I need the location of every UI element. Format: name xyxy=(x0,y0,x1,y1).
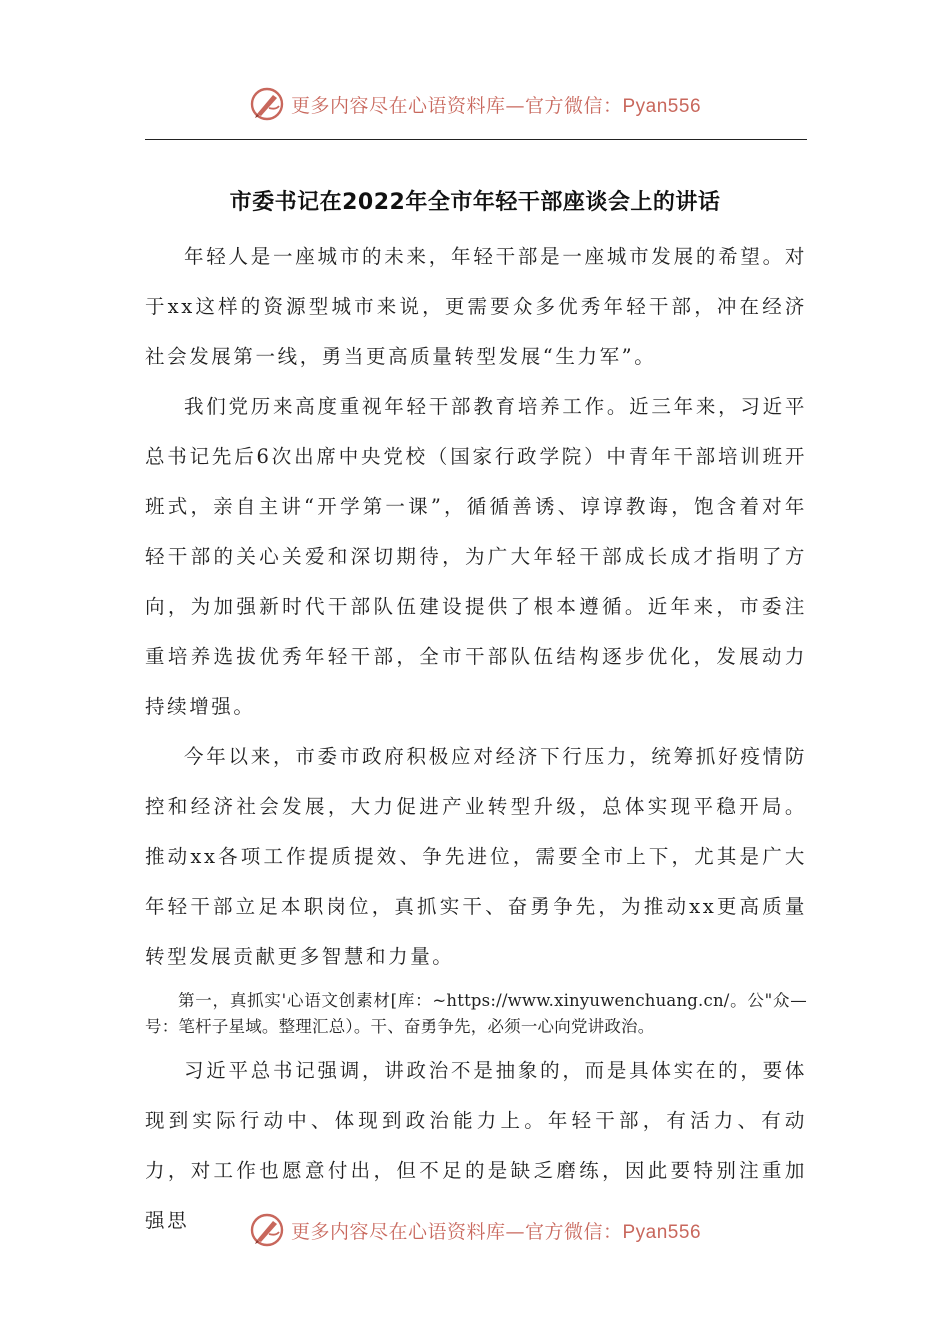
footer-banner-contact: Pyan556 xyxy=(622,1221,702,1243)
header-banner-contact: Pyan556 xyxy=(622,95,702,117)
pen-logo-icon xyxy=(249,86,285,122)
header-watermark-banner xyxy=(0,82,950,126)
header-banner-text xyxy=(291,91,701,118)
paragraph-first-point: 第一，真抓实'心语文创素材[库：~https://www.xinyuwenchuang.cn/。公"众—号：笔杆子星域。整理汇总）。干、奋勇争先，必须一心向党讲政治。 xyxy=(145,991,807,1036)
footer-banner-main: 更多内容尽在心语资料库—官方微信： xyxy=(290,1220,623,1243)
paragraph-this-year: 今年以来，市委市政府积极应对经济下行压力，统筹抓好疫情防控和经济社会发展，大力促进产业转型升级，总体实现平稳开局。推动xx各项工作提质提效、争先进位，需要全市上下，尤其是广大年轻干部立足本职岗位，真抓实干、奋勇争先，为推动xx更高质量转型发展贡献更多智慧和力量。 xyxy=(145,745,807,968)
header-divider xyxy=(145,139,807,140)
header-banner-main: 更多内容尽在心语资料库—官方微信： xyxy=(290,94,623,117)
document-title: 市委书记在2022年全市年轻干部座谈会上的讲话 xyxy=(229,189,721,215)
paragraph-politics: 习近平总书记强调，讲政治不是抽象的，而是具体实在的，要体现到实际行动中、体现到政治能力上。年轻干部，有活力、有动力，对工作也愿意付出，但不足的是缺乏磨练，因此要特别注重加强思 xyxy=(145,1059,807,1232)
document-body xyxy=(145,232,807,1246)
paragraph-intro: 年轻人是一座城市的未来，年轻干部是一座城市发展的希望。对于xx这样的资源型城市来说，更需要众多优秀年轻干部，冲在经济社会发展第一线，勇当更高质量转型发展“生力军”。 xyxy=(145,245,807,368)
footer-watermark-banner xyxy=(0,1208,950,1252)
footer-banner-text xyxy=(291,1217,701,1244)
paragraph-party-history: 我们党历来高度重视年轻干部教育培养工作。近三年来，习近平总书记先后6次出席中央党校（国家行政学院）中青年干部培训班开班式，亲自主讲“开学第一课”，循循善诱、谆谆教诲，饱含着对年轻干部的关心关爱和深切期待，为广大年轻干部成长成才指明了方向，为加强新时代干部队伍建设提供了根本遵循。近年来，市委注重培养选拔优秀年轻干部，全市干部队伍结构逐步优化，发展动力持续增强。 xyxy=(145,395,807,718)
pen-logo-icon xyxy=(249,1212,285,1248)
